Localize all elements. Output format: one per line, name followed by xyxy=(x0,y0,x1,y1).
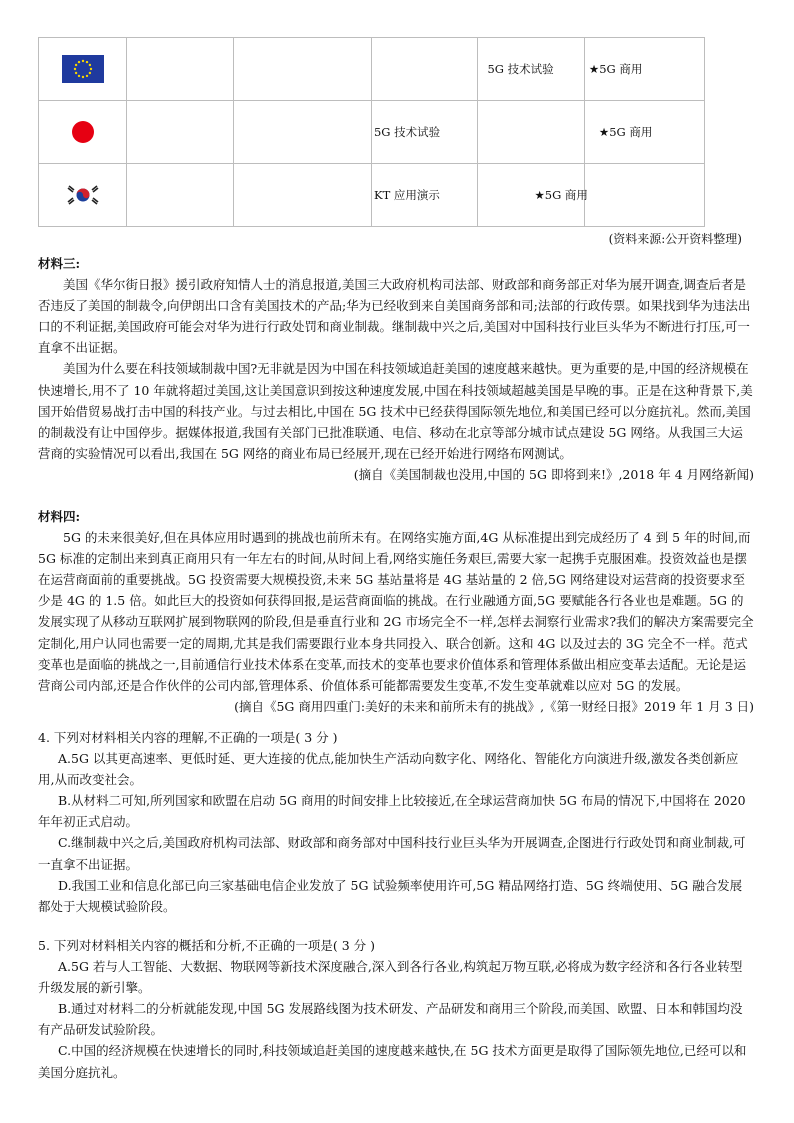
table-cell: 5G 技术试验 xyxy=(478,38,584,101)
japan-flag-icon xyxy=(70,119,96,145)
table-cell xyxy=(584,164,704,227)
option-c: C.中国的经济规模在快速增长的同时,科技领域追赶美国的速度越来越快,在 5G 技术方面更是取得了国际领先地位,已经可以和美国分庭抗礼。 xyxy=(38,1043,747,1080)
question-4 xyxy=(38,727,754,917)
timeline-table xyxy=(38,37,705,227)
material-three xyxy=(38,253,754,485)
question-stem: 4. 下列对材料相关内容的理解,不正确的一项是( 3 分 ) xyxy=(38,730,338,745)
section-heading: 材料四: xyxy=(38,509,81,524)
flag-cell xyxy=(39,38,127,101)
table-row xyxy=(39,101,705,164)
question-stem: 5. 下列对材料相关内容的概括和分析,不正确的一项是( 3 分 ) xyxy=(38,938,376,953)
option-d: D.我国工业和信息化部已向三家基础电信企业发放了 5G 试验频率使用许可,5G 精品网络打造、5G 终端使用、5G 融合发展都处于大规模试验阶段。 xyxy=(38,877,743,914)
table-cell: ★5G 商用 xyxy=(584,38,704,101)
paragraph: 5G 的未来很美好,但在具体应用时遇到的挑战也前所未有。在网络实施方面,4G 从标准提出到完成经历了 4 到 5 年的时间,而 5G 标准的定制出来到真正商用只有一年左右的时间,从时间上看,网络实施任务艰巨,需要大家一起携手克服困难。投资效益也是摆在运营商面前的重要挑战。5G 投资需要大规模投资,未来 5G 基站量将是 4G 基站量的 2 倍,5G 网络建设对运营商的投资要求至少是 4G 的 1.5 倍。如此巨大的投资如何获得回报,是运营商面临的挑战。在行业融通方面,5G 要赋能各行各业也是难题。5G 的发展实现了从移动互联网扩展到物联网的阶段,但是垂直行业和 2G 市场完全不一样,怎样去洞察行业需求?我们的解决方案需要完全定制化,用户认同也需要一定的周期,尤其是我们需要跟行业本身共同投入、联合创新。这和 4G 以及过去的 3G 完全不一样。范式变革也是面临的挑战之一,目前通信行业技术体系在变革,而技术的变革也要求价值体系和管理体系做出相应变革去适配。无论是运营商公司内部,还是合作伙伴的公司内部,管理体系、价值体系可能都需要发生变革,不发生变革就难以应对 5G 的发展。 xyxy=(38,530,754,693)
table-cell xyxy=(478,101,584,164)
section-heading: 材料三: xyxy=(38,256,81,271)
paragraph: 美国《华尔街日报》援引政府知情人士的消息报道,美国三大政府机构司法部、财政部和商务部正对华为展开调查,调查后者是否违反了美国的制裁令,向伊朗出口含有美国技术的产品;华为已经收到来自美国商务部和司;法部的行政传票。如果找到华为违法出口的不利证据,美国政府可能会对华为进行行政处罚和商业制裁。继制裁中兴之后,美国对中国科技行业巨头华为不断进行打压,可一直拿不出证据。 xyxy=(38,277,751,356)
citation: (摘自《5G 商用四重门:美好的未来和前所未有的挑战》,《第一财经日报》2019 年 1 月 3 日) xyxy=(234,698,754,714)
material-four xyxy=(38,506,754,717)
korea-flag-icon xyxy=(63,181,103,209)
table-cell: ★5G 商用 xyxy=(584,101,704,164)
flag-cell xyxy=(39,101,127,164)
table-row xyxy=(39,38,705,101)
table-row xyxy=(39,164,705,227)
flag-cell xyxy=(39,164,127,227)
table-cell xyxy=(371,38,477,101)
citation: (摘自《美国制裁也没用,中国的 5G 即将到来!》,2018 年 4 月网络新闻) xyxy=(353,466,754,482)
option-b: B.通过对材料二的分析就能发现,中国 5G 发展路线图为技术研发、产品研发和商用三个阶段,而美国、欧盟、日本和韩国均没有产品研发试验阶段。 xyxy=(38,1001,743,1038)
table-cell: ★5G 商用 xyxy=(478,164,584,227)
paragraph: 美国为什么要在科技领域制裁中国?无非就是因为中国在科技领域追赶美国的速度越来越快。更为重要的是,中国的经济规模在快速增长,用不了 10 年就将超过美国,这让美国意识到按这种速度发展,中国在科技领域超越美国是早晚的事。正是在这种背景下,美国开始借贸易战打击中国的科技产业。与过去相比,中国在 5G 技术中已经获得国际领先地位,和美国已经可以分庭抗礼。然而,美国的制裁没有让中国停步。据媒体报道,我国有关部门已批准联通、电信、移动在北京等部分城市试点建设 5G 网络。从我国三大运营商的实验情况可以看出,我国在 5G 网络的商业布局已经展开,现在已经开始进行网络布网测试。 xyxy=(38,361,753,461)
option-a: A.5G 若与人工智能、大数据、物联网等新技术深度融合,深入到各行各业,构筑起万物互联,必将成为数字经济和各行各业转型升级发展的新引擎。 xyxy=(38,959,743,996)
option-c: C.继制裁中兴之后,美国政府机构司法部、财政部和商务部对中国科技行业巨头华为开展调查,企图进行行政处罚和商业制裁,可一直拿不出证据。 xyxy=(38,835,746,872)
table-cell: 5G 技术试验 xyxy=(371,101,477,164)
option-a: A.5G 以其更高速率、更低时延、更大连接的优点,能加快生产活动向数字化、网络化、智能化方向演进升级,激发各类创新应用,从而改变社会。 xyxy=(38,751,739,788)
eu-flag-icon xyxy=(62,55,104,83)
table-cell: KT 应用演示 xyxy=(371,164,477,227)
table-source: (资料来源:公开资料整理) xyxy=(608,232,742,246)
option-b: B.从材料二可知,所列国家和欧盟在启动 5G 商用的时间安排上比较接近,在全球运营商加快 5G 布局的情况下,中国将在 2020 年年初正式启动。 xyxy=(38,793,746,830)
question-5 xyxy=(38,935,754,1083)
